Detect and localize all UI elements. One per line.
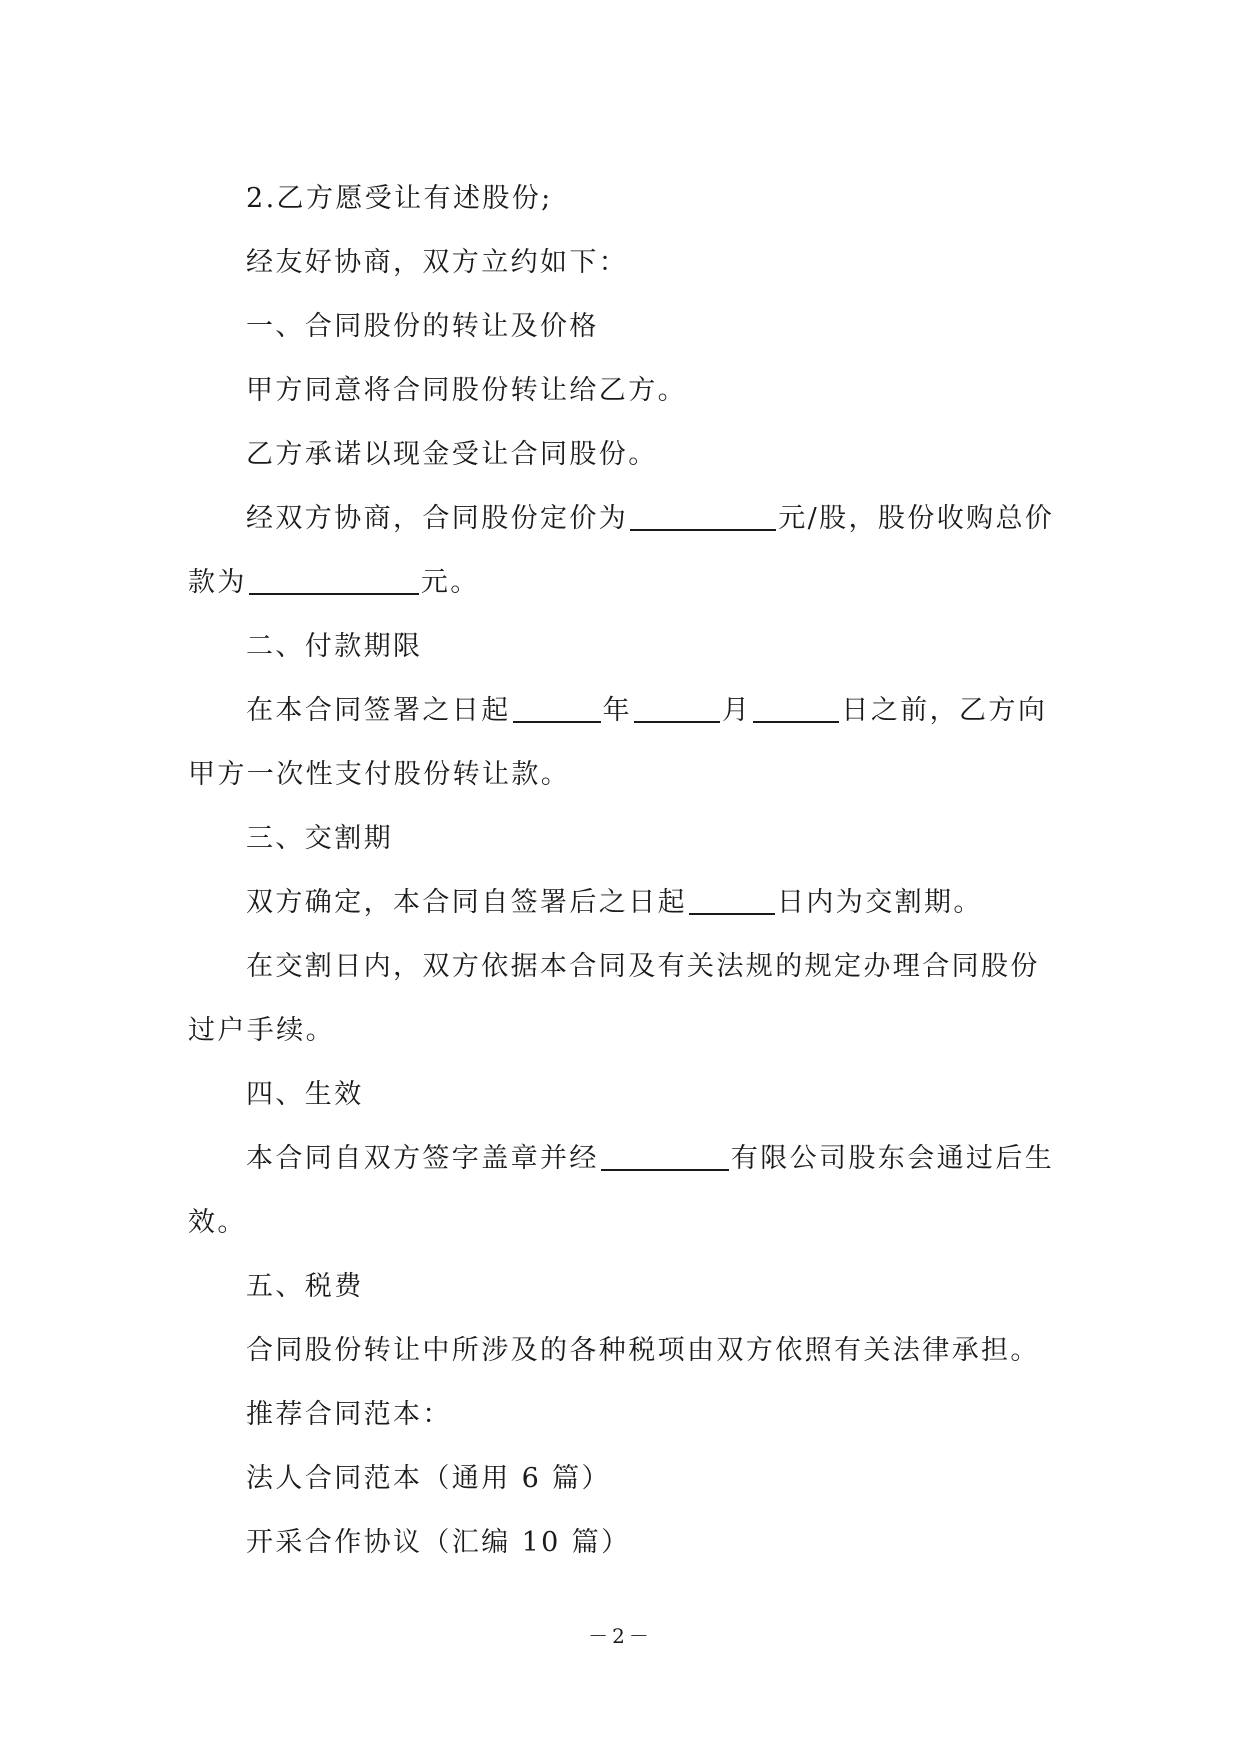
recommended-template-link-2[interactable]: 开采合作协议（汇编 10 篇） <box>246 1527 631 1558</box>
paragraph-transfer-procedures: 在交割日内，双方依据本合同及有关法规的规定办理合同股份过户手续。 <box>188 951 1040 1046</box>
price-text-2: 元/股，股份收购总价款为 <box>188 503 1055 598</box>
paragraph-payment-deadline <box>188 679 1060 807</box>
effect-text-1: 本合同自双方签字盖章并经 <box>246 1143 599 1174</box>
section-heading-payment-term: 二、付款期限 <box>246 631 423 662</box>
payment-text-year: 年 <box>602 695 633 726</box>
price-per-share-blank[interactable] <box>630 499 776 531</box>
month-blank[interactable] <box>634 691 720 723</box>
paragraph-party-b-cash: 乙方承诺以现金受让合同股份。 <box>246 439 658 470</box>
price-text-1: 经双方协商，合同股份定价为 <box>246 503 629 534</box>
paragraph-agreement-intro: 经友好协商，双方立约如下： <box>246 247 629 278</box>
paragraph-effectiveness <box>188 1127 1060 1255</box>
section-heading-taxes: 五、税费 <box>246 1271 364 1302</box>
price-text-3: 元。 <box>420 567 480 598</box>
paragraph-transferee-willing: 2.乙方愿受让有述股份; <box>246 183 553 214</box>
payment-text-2: 日之前，乙方向甲方一次性支付股份转让款。 <box>188 695 1048 790</box>
payment-text-month: 月 <box>722 695 752 726</box>
delivery-days-blank[interactable] <box>689 883 775 915</box>
paragraph-delivery-period <box>188 871 1060 935</box>
section-heading-transfer-price: 一、合同股份的转让及价格 <box>246 311 599 342</box>
total-price-blank[interactable] <box>249 563 419 595</box>
page-number: －2－ <box>588 1624 653 1648</box>
payment-text-1: 在本合同签署之日起 <box>246 695 511 726</box>
day-blank[interactable] <box>753 691 839 723</box>
recommended-templates-heading: 推荐合同范本： <box>246 1399 452 1430</box>
effect-text-2: 有限公司股东会通过后生效。 <box>188 1143 1055 1238</box>
delivery-text-1: 双方确定，本合同自签署后之日起 <box>246 887 687 918</box>
paragraph-price-terms <box>188 487 1060 615</box>
document-body <box>188 167 1060 1575</box>
section-heading-effectiveness: 四、生效 <box>246 1079 364 1110</box>
delivery-text-2: 日内为交割期。 <box>777 887 983 918</box>
company-name-blank[interactable] <box>601 1139 729 1171</box>
recommended-template-link-1[interactable]: 法人合同范本（通用 6 篇） <box>246 1463 611 1494</box>
paragraph-party-a-agrees: 甲方同意将合同股份转让给乙方。 <box>246 375 687 406</box>
year-blank[interactable] <box>513 691 601 723</box>
section-heading-delivery-period: 三、交割期 <box>246 823 393 854</box>
paragraph-taxes: 合同股份转让中所涉及的各种税项由双方依照有关法律承担。 <box>246 1335 1040 1366</box>
